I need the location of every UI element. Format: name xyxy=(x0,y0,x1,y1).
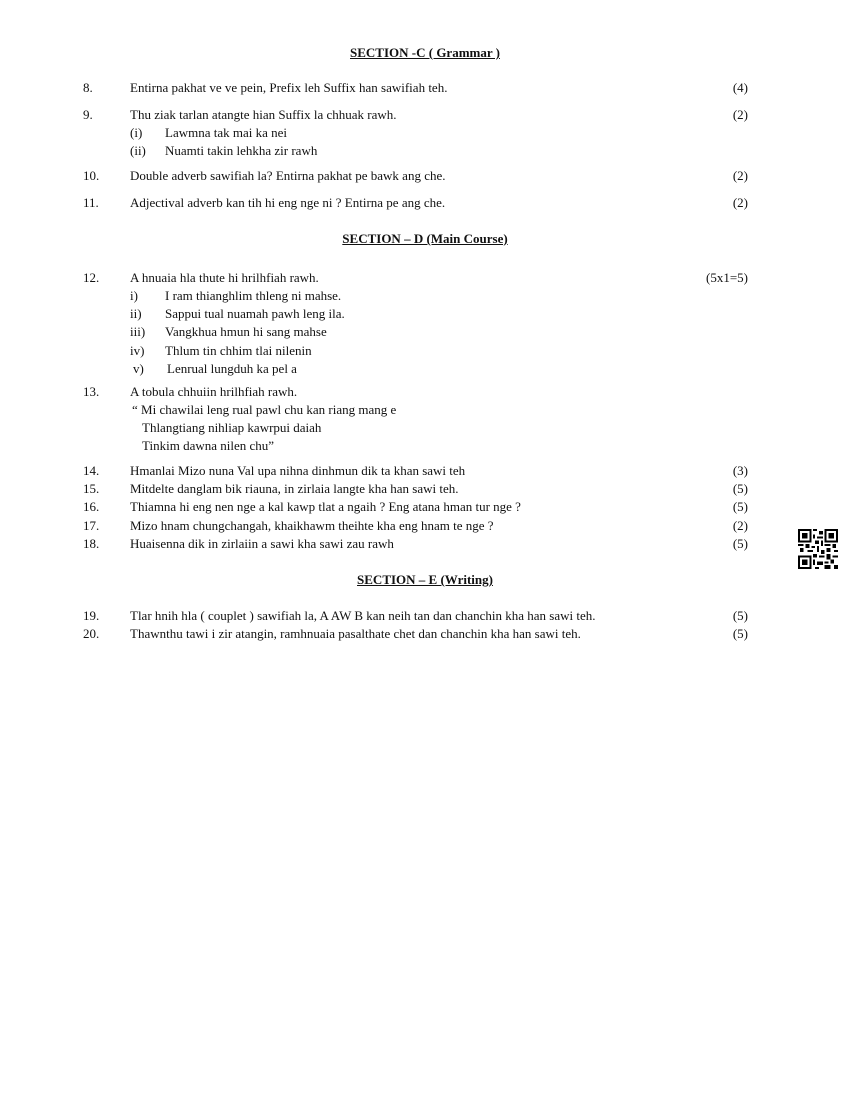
sub-item-label: i) xyxy=(130,288,138,303)
question-number: 11. xyxy=(83,195,99,210)
sub-item-text: I ram thianghlim thleng ni mahse. xyxy=(165,288,342,303)
question-number: 20. xyxy=(83,626,100,641)
question-marks: (2) xyxy=(732,518,748,533)
question-text: A hnuaia hla thute hi hrilhfiah rawh. xyxy=(130,270,319,285)
question-number: 8. xyxy=(83,80,93,95)
question-text: Tlar hnih hla ( couplet ) sawifiah la, A AW B kan neih tan dan chanchin kha han sawi teh. xyxy=(130,608,596,623)
sub-item-text: Lenrual lungduh ka pel a xyxy=(167,361,297,376)
question-text: A tobula chhuiin hrilhfiah rawh. xyxy=(130,384,298,399)
question-marks: (3) xyxy=(732,463,748,478)
sub-item-label: iii) xyxy=(130,324,146,339)
question-text: Thu ziak tarlan atangte hian Suffix la chhuak rawh. xyxy=(130,107,397,122)
sub-item-text: Lawmna tak mai ka nei xyxy=(165,125,288,140)
question-number: 13. xyxy=(83,384,100,399)
question-number: 18. xyxy=(83,536,100,551)
sub-item-text: Sappui tual nuamah pawh leng ila. xyxy=(165,306,345,321)
question-text: Adjectival adverb kan tih hi eng nge ni ? Entirna pe ang che. xyxy=(130,195,446,210)
question-marks: (5) xyxy=(732,536,748,551)
question-number: 14. xyxy=(83,463,100,478)
question-text: Double adverb sawifiah la? Entirna pakhat pe bawk ang che. xyxy=(130,168,446,183)
question-marks: (2) xyxy=(732,107,748,122)
question-text: Mizo hnam chungchangah, khaikhawm theihte kha eng hnam te nge ? xyxy=(130,518,494,533)
section-d-heading: SECTION – D (Main Course) xyxy=(342,231,508,246)
section-c-heading: SECTION -C ( Grammar ) xyxy=(350,45,500,60)
question-number: 10. xyxy=(83,168,100,183)
quote-line: Thlangtiang nihliap kawrpui daiah xyxy=(142,420,322,435)
sub-item-label: (i) xyxy=(130,125,143,140)
qr-code-icon xyxy=(798,529,838,569)
question-text: Huaisenna dik in zirlaiin a sawi kha sawi zau rawh xyxy=(130,536,394,551)
question-marks: (5) xyxy=(732,626,748,641)
quote-line: “ Mi chawilai leng rual pawl chu kan riang mang e xyxy=(132,402,397,417)
question-marks: (5) xyxy=(732,481,748,496)
question-text: Thiamna hi eng nen nge a kal kawp tlat a ngaih ? Eng atana hman tur nge ? xyxy=(130,499,521,514)
question-text: Thawnthu tawi i zir atangin, ramhnuaia pasalthate chet dan chanchin kha han sawi teh. xyxy=(130,626,581,641)
quote-line: Tinkim dawna nilen chu” xyxy=(142,438,275,453)
question-marks: (2) xyxy=(732,168,748,183)
question-number: 12. xyxy=(83,270,100,285)
question-marks: (5x1=5) xyxy=(706,270,748,285)
question-number: 19. xyxy=(83,608,100,623)
question-text: Hmanlai Mizo nuna Val upa nihna dinhmun dik ta khan sawi teh xyxy=(130,463,466,478)
question-marks: (4) xyxy=(732,80,748,95)
sub-item-label: (ii) xyxy=(130,143,146,158)
question-number: 15. xyxy=(83,481,100,496)
sub-item-label: ii) xyxy=(130,306,142,321)
question-number: 9. xyxy=(83,107,93,122)
sub-item-text: Nuamti takin lehkha zir rawh xyxy=(165,143,318,158)
question-text: Entirna pakhat ve ve pein, Prefix leh Suffix han sawifiah teh. xyxy=(130,80,448,95)
sub-item-label: iv) xyxy=(130,343,145,358)
sub-item-text: Thlum tin chhim tlai nilenin xyxy=(165,343,312,358)
question-number: 16. xyxy=(83,499,100,514)
question-number: 17. xyxy=(83,518,100,533)
question-marks: (5) xyxy=(732,499,748,514)
question-marks: (2) xyxy=(732,195,748,210)
sub-item-text: Vangkhua hmun hi sang mahse xyxy=(165,324,327,339)
section-e-heading: SECTION – E (Writing) xyxy=(357,572,493,587)
question-text: Mitdelte danglam bik riauna, in zirlaia langte kha han sawi teh. xyxy=(130,481,459,496)
sub-item-label: v) xyxy=(133,361,144,376)
question-marks: (5) xyxy=(732,608,748,623)
